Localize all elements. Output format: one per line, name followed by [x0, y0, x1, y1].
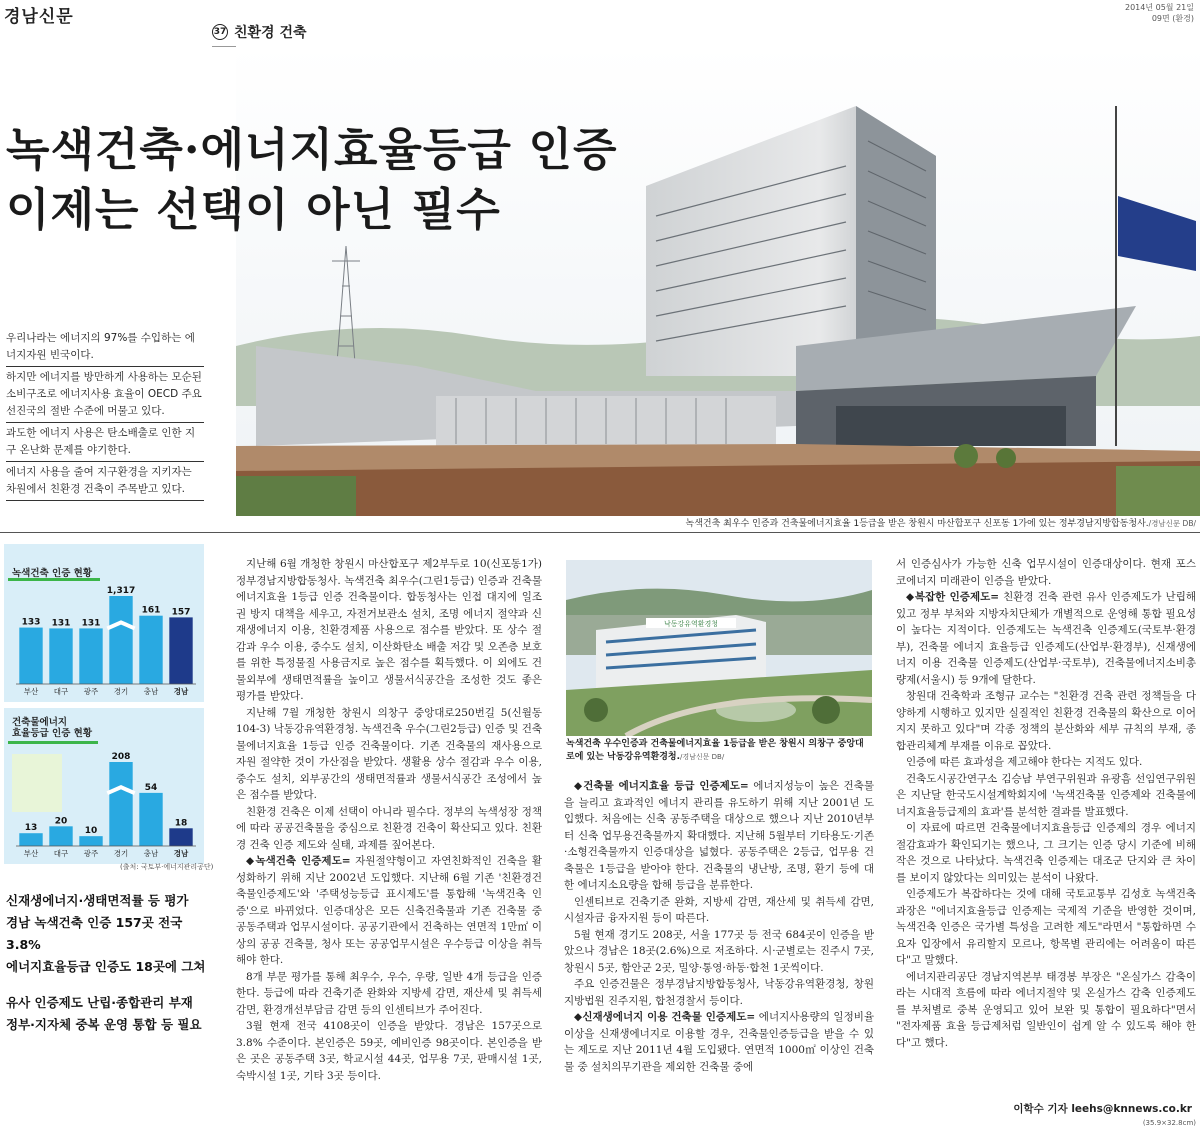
chart2-value-label: 18: [174, 818, 188, 829]
chart1-category-label: 충남: [143, 687, 159, 696]
subhead: ◆건축물 에너지효율 등급 인증제도=: [574, 780, 749, 792]
sub-photo-credit: /경남신문 DB/: [680, 753, 725, 761]
lede: [6, 330, 204, 503]
article-paragraph: 지난해 6월 개청한 창원시 마산합포구 제2부두로 10(신포동1가) 정부경남지방합동청사. 녹색건축 최우수(그린1등급) 인증과 건축물에너지효율 1등급 인증 건축물이다. 합동청사는 인접 대지에 일조권 방지 대책을 세우고, 자전거보관소 설치, 조명 에너지 절약과 신재생에너지 이용, 친환경제품 사용으로 점수를 받았다. 또 상수 절감과 우수 이용, 중수도 설치, 이산화탄소 배출 저감 및 오존층 보호를 위한 특정물질 사용금지로 높은 점수를 획득했다. 이 외에도 건물외부에 생태면적률을 높이고 생물서식공간을 조성한 것도 좋은 평가를 받았다.: [236, 558, 542, 702]
article-column-2: [564, 778, 874, 1075]
chart1-title: 녹색건축 인증 현황: [12, 568, 93, 579]
chart1-bar: [169, 617, 192, 684]
chart2-bar: [109, 762, 132, 846]
publication-date: 2014년 05월 21일: [1125, 3, 1194, 12]
chart2-bar: [169, 828, 192, 846]
middle-divider: [0, 532, 1200, 533]
chart2-value-label: 208: [111, 752, 131, 762]
article-paragraph: [564, 778, 874, 894]
chart2-bar: [19, 833, 42, 846]
article-paragraph: 3월 현재 전국 4108곳이 인증을 받았다. 경남은 157곳으로 3.8% 수준이다. 본인증은 59곳, 예비인증 98곳이다. 본인증을 받은 곳은 공동주택 3곳, 학교시설 44곳, 업무용 7곳, 판매시설 1곳, 숙박시설 1곳, 기타 3곳 등이다.: [236, 1020, 542, 1082]
chart2-value-label: 13: [24, 823, 38, 834]
article-text: 친환경 건축 관련 유사 인증제도가 난립해 있고 정부 부처와 지방자치단체가 개별적으로 운영해 통합 필요성이 높다는 지적이다. 인증제도는 녹색건축 인증제도(국토부·환경부), 건축물 에너지 효율등급 인증제도(산업부·환경부), 신재생에너지 이용 건축물 인증제도(산업부·국토부), 건축물에너지소비총량제(서울시) 등 9개에 달한다.: [896, 591, 1196, 686]
article-column-3: [896, 556, 1196, 1051]
article-paragraph: 창원대 건축학과 조형규 교수는 "친환경 건축 관련 정책들을 다양하게 시행하고 있지만 실질적인 친환경 건축물의 확산으로 이어지지 못하고 있다"며 각종 정책의 분산화와 세부 규칙의 부재, 종합관리체계 부재를 이유로 꼽았다.: [896, 690, 1196, 752]
chart-source: (출처: 국토부·에너지관리공단): [120, 863, 214, 871]
chart2-category-label: 경기: [113, 849, 129, 858]
publication-info: [1125, 2, 1194, 24]
article-paragraph: 이 자료에 따르면 건축물에너지효율등급 인증제의 경우 에너지 절감효과가 확인되기는 했으나, 그 크기는 인증 당시 기준에 비해 작은 것으로 나타났다. 녹색건축 인증제는 대조군 단지와 큰 차이를 보이지 않았다는 의미있는 분석이 나왔다.: [896, 822, 1196, 884]
chart2-title-line-1: 건축물에너지: [12, 717, 68, 728]
page-number: 09면 (환경): [1151, 14, 1194, 23]
article-text: 에너지사용량의 일정비율 이상을 신재생에너지로 이용할 경우, 건축물인증등급을 받을 수 있는 제도로 지난 2011년 4월 도입됐다. 연면적 1000㎡ 이상인 건축물 중 설치의무기관을 제외한 건축물 중에: [564, 1011, 875, 1073]
chart1-bar: [49, 628, 72, 684]
chart2-bar: [139, 793, 162, 846]
lede-paragraph: 하지만 에너지를 방만하게 사용하는 모순된 소비구조로 에너지사용 효율이 OECD 주요 선진국의 절반 수준에 머물고 있다.: [6, 369, 204, 423]
byline: 이학수 기자 leehs@knnews.co.kr: [1013, 1103, 1192, 1115]
masthead-name: 경남신문: [4, 7, 74, 27]
main-photo-illustration: [236, 46, 1200, 516]
chart1-value-label: 157: [171, 607, 191, 618]
sub-photo-caption: [566, 738, 872, 764]
headline-line-2: 이제는 선택이 아닌 필수: [6, 183, 501, 236]
chart1-bar: [79, 628, 102, 684]
article-paragraph: [236, 853, 542, 969]
chart2-category-label: 광주: [83, 849, 99, 858]
summary-block-2: [6, 992, 206, 1036]
article-text: 자원절약형이고 자연친화적인 건축을 활성화하기 위해 지난 2002년 도입했다. 지난해 6월 기존 '친환경건축물인증제도'와 '주택성능등급 표시제도'를 통합해 '녹색건축 인증'으로 바뀌었다. 인증대상은 모든 신축건축물과 기존 건축물 중 공동주택과 업무시설이다. 공공기관에서 건축하는 연면적 1만㎡ 이상의 공공 건축물, 청사 또는 공공업무시설은 우수등급 이상을 취득해야 한다.: [236, 855, 542, 966]
chart1-bar: [19, 628, 42, 684]
charts-panel: [4, 544, 204, 874]
sub-photo-caption-text: 녹색건축 우수인증과 건축물에너지효율 1등급을 받은 창원시 의창구 중앙대로에 있는 낙동강유역환경청.: [566, 739, 864, 762]
main-photo-caption: [686, 516, 1196, 529]
article-text: 에너지성능이 높은 건축물을 늘리고 효과적인 에너지 관리를 유도하기 위해 지난 2001년 도입했다. 처음에는 신축 공동주택을 대상으로 했으나 지난 2010년부터 신축 업무용건축물까지 확대했다. 지난해 5월부터 기타용도·기존·소형건축물까지 인증대상을 넓혔다. 공동주택은 2등급, 업무용 건축물은 1등급을 받아야 한다. 건축물의 냉난방, 조명, 환기 등에 대한 에너지소요량을 합해 등급을 분류한다.: [564, 780, 874, 891]
main-photo-credit: /경남신문 DB/: [1148, 519, 1196, 528]
subhead: ◆복잡한 인증제도=: [906, 591, 1000, 603]
article-paragraph: 인증제도가 복잡하다는 것에 대해 국토교통부 김성호 녹색건축과장은 "에너지효율등급 인증제는 국제적 기준을 반영한 것이며, 녹색건축 인증은 국가별 특성을 고려한 제도"라면서 "통합하면 수요자 입장에서 유리할지 모르나, 항목별 관리에는 어려움이 따른다"고 말했다.: [896, 888, 1196, 966]
chart2-bar: [79, 836, 102, 846]
summary-line: 신재생에너지·생태면적률 등 평가: [6, 893, 189, 908]
article-paragraph: 주요 인증건물은 정부경남지방합동청사, 낙동강유역환경청, 창원지방법원 진주지원, 합천경찰서 등이다.: [564, 978, 874, 1007]
main-photo-caption-text: 녹색건축 최우수 인증과 건축물에너지효율 1등급을 받은 창원시 마산합포구 신포동 1가에 있는 정부경남지방합동청사.: [685, 519, 1149, 529]
chart2-value-label: 20: [54, 816, 68, 827]
chart2-title-line-2: 효율등급 인증 현황: [12, 728, 93, 739]
series-title: 친환경 건축: [234, 25, 307, 41]
chart2-building-icon: [12, 754, 62, 812]
chart1-bar: [139, 616, 162, 684]
summary-block-1: [6, 890, 206, 978]
summary-line: 에너지효율등급 인증도 18곳에 그쳐: [6, 959, 206, 974]
article-paragraph: 8개 부문 평가를 통해 최우수, 우수, 우량, 일반 4개 등급을 인증한다. 등급에 따라 건축기준 완화와 지방세 감면, 재산세 및 취득세 감면, 환경개선부담금 감면 등의 인센티브가 주어진다.: [236, 970, 542, 1016]
chart1-category-label: 경기: [113, 687, 129, 696]
article-paragraph: 인증에 따른 효과성을 제고해야 한다는 지적도 있다.: [906, 756, 1143, 768]
main-photo: [236, 46, 1200, 516]
subhead: ◆신재생에너지 이용 건축물 인증제도=: [574, 1011, 756, 1023]
chart1-value-label: 161: [141, 605, 161, 616]
chart2-category-label: 경남: [173, 849, 189, 858]
charts-svg: [4, 544, 204, 874]
summary-line: 경남 녹색건축 인증 157곳 전국 3.8%: [6, 915, 183, 952]
chart1-category-label: 부산: [23, 687, 39, 696]
article-paragraph: 건축도시공간연구소 김승남 부연구위원과 유광흠 선임연구위원은 지난달 한국도시설계학회지에 '녹색건축물 인증제와 건축물에너지효율등급제의 효과'를 분석한 결과를 발표했다.: [896, 772, 1196, 818]
chart2-category-label: 부산: [23, 849, 39, 858]
chart1-category-label: 경남: [173, 687, 189, 696]
lede-paragraph: 우리나라는 에너지의 97%를 수입하는 에너지자원 빈국이다.: [6, 330, 204, 367]
article-paragraph: 친환경 건축은 이제 선택이 아니라 필수다. 정부의 녹색성장 정책에 따라 공공건축물을 중심으로 친환경 건축이 확산되고 있다. 친환경 건축 인증 제도와 실태, 과제를 짚어본다.: [236, 805, 542, 851]
chart2-category-label: 충남: [143, 849, 159, 858]
article-paragraph: 5월 현재 경기도 208곳, 서울 177곳 등 전국 684곳이 인증을 받았으나 경남은 18곳(2.6%)으로 저조하다. 시·군별로는 진주시 7곳, 창원시 5곳, 함안군 2곳, 밀양·통영·하동·합천 1곳씩이다.: [564, 928, 874, 974]
chart2-category-label: 대구: [53, 849, 69, 858]
article-paragraph: 인센티브로 건축기준 완화, 지방세 감면, 재산세 및 취득세 감면, 시설자금 융자지원 등이 따른다.: [564, 895, 874, 924]
chart2-bar: [49, 826, 72, 846]
lede-paragraph: 에너지 사용을 줄여 지구환경을 지키자는 차원에서 친환경 건축이 주목받고 있다.: [6, 464, 204, 501]
article-paragraph: 서 인증심사가 가능한 신축 업무시설이 인증대상이다. 현재 포스코에너지 미래관이 인증을 받았다.: [896, 558, 1196, 587]
summary-line: 정부·지자체 중복 운영 통합 등 필요: [6, 1017, 202, 1032]
chart1-category-label: 대구: [53, 687, 69, 696]
chart1-category-label: 광주: [83, 687, 99, 696]
size-note: (35.9×32.8cm): [1142, 1119, 1196, 1127]
chart2-title: [12, 717, 92, 739]
chart1-value-label: 133: [21, 617, 41, 628]
summary-line: 유사 인증제도 난립·종합관리 부재: [6, 995, 193, 1010]
chart1-value-label: 1,317: [106, 586, 136, 596]
series-number: 37: [212, 24, 228, 40]
article-paragraph: [896, 589, 1196, 688]
subhead: ◆녹색건축 인증제도=: [246, 855, 351, 867]
sub-photo-illustration: [566, 560, 872, 736]
headline: [6, 120, 646, 240]
headline-line-1: 녹색건축·에너지효율등급 인증: [6, 123, 618, 176]
article-paragraph: 지난해 7월 개청한 창원시 의창구 중앙대로250번길 5(신월동 104-3) 낙동강유역환경청. 녹색건축 우수(그린2등급) 인증 및 건축물에너지효율 1등급 인증 건축물이다. 기존 건축물의 재사용으로 자원 절약한 것이 가산점을 받았다. 생활용 상수 절감과 우수 이용, 중수도 설치, 외부공간의 생태면적률과 생물서식공간 조성에서 높은 점수를 받았다.: [236, 706, 542, 801]
article-paragraph: 에너지관리공단 경남지역본부 태경봉 부장은 "온실가스 감축이라는 시대적 흐름에 따라 에너지절약 및 온실가스 감축 인증제도를 부처별로 중복 운영되고 있어 보완 및 통합이 필요하다"면서 "전자제품 효율 등급제처럼 일반인이 쉽게 알 수 있도록 해야 한다"고 했다.: [896, 970, 1196, 1049]
chart1-bar: [109, 596, 132, 684]
sub-photo-sign: 낙동강유역환경청: [663, 620, 719, 628]
sub-photo: [566, 560, 872, 736]
chart2-value-label: 54: [144, 782, 158, 793]
chart1-value-label: 131: [51, 618, 71, 629]
chart2-title-underline: [8, 741, 98, 744]
article-paragraph: [564, 1009, 874, 1075]
article-column-1: [236, 556, 542, 1084]
series-label: [212, 22, 307, 42]
chart1-value-label: 131: [81, 618, 101, 629]
chart2-value-label: 10: [84, 826, 98, 837]
lede-paragraph: 과도한 에너지 사용은 탄소배출로 인한 지구 온난화 문제를 야기한다.: [6, 425, 204, 462]
